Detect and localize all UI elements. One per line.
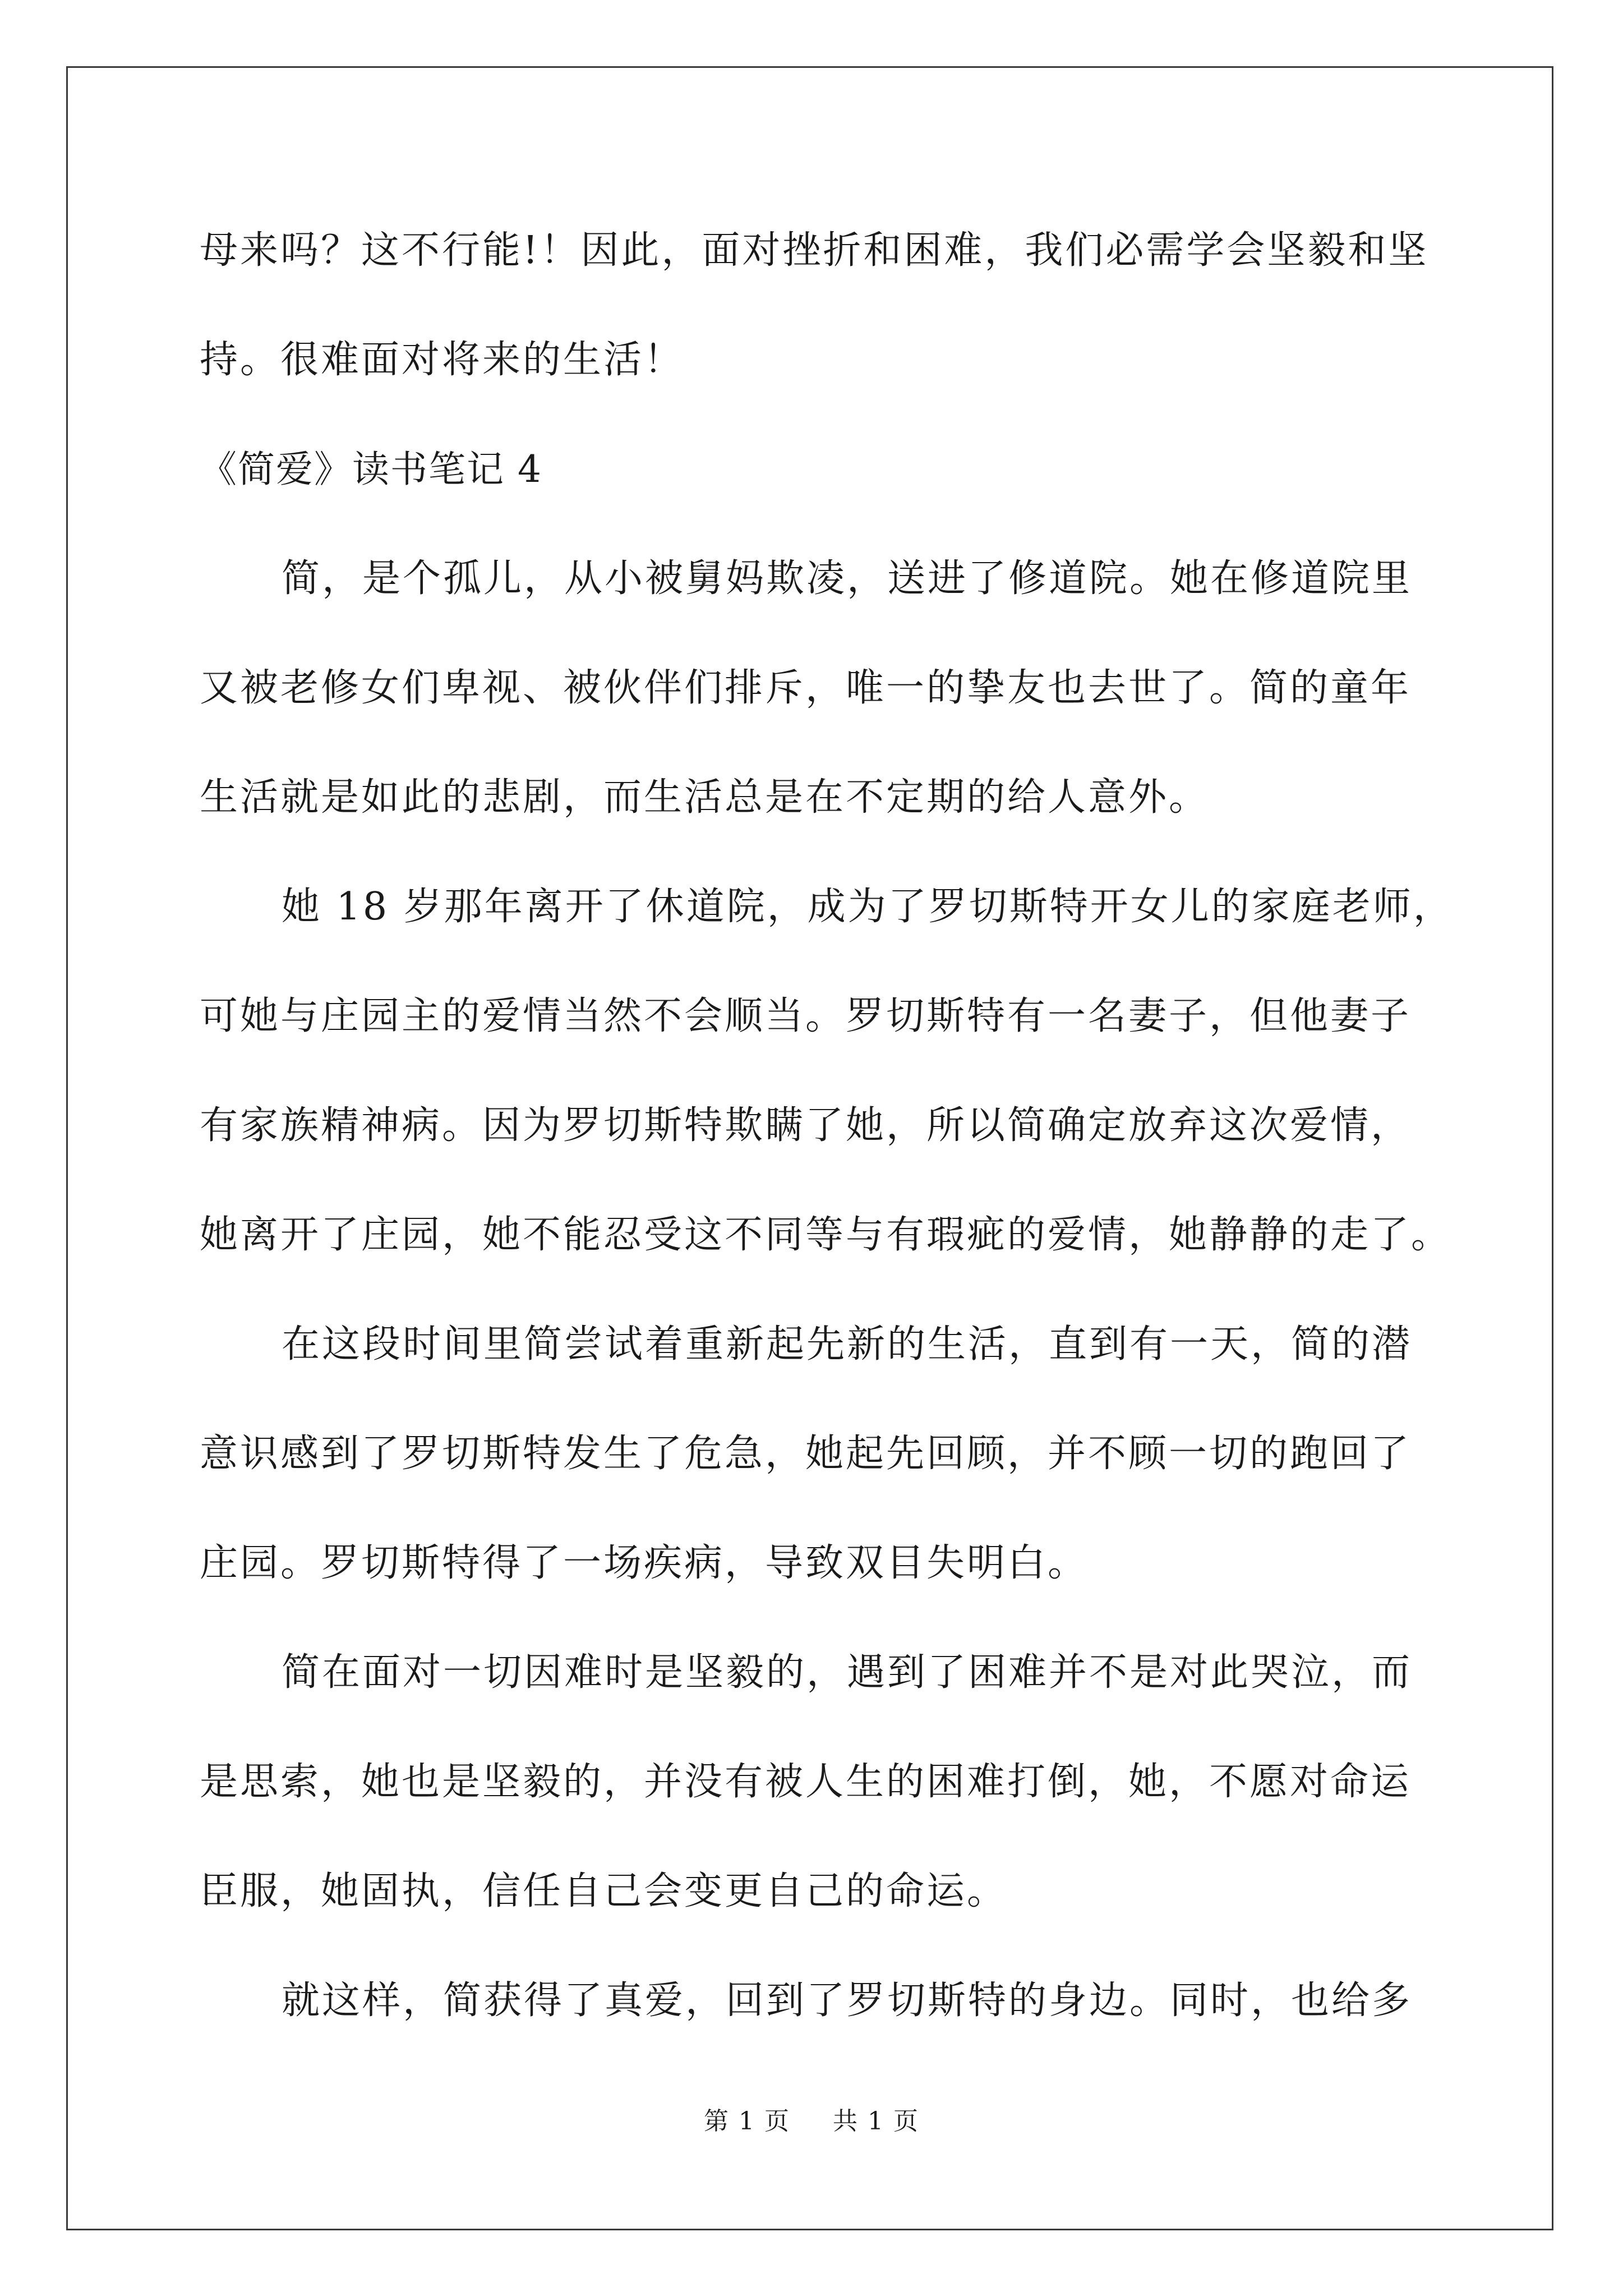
text-line: 母来吗？这不行能!！因此，面对挫折和困难，我们必需学会坚毅和坚 [200,228,1429,273]
paragraph [200,865,1454,1303]
text-line: 生活就是如此的悲剧，而生活总是在不定期的给人意外。 [200,775,1210,820]
paragraph [200,537,1433,865]
text-line: 可她与庄园主的爱情当然不会顺当。罗切斯特有一名妻子，但他妻子 [200,994,1412,1038]
text-line: 又被老修女们卑视、被伙伴们排斥，唯一的挚友也去世了。简的童年 [200,666,1412,710]
text-line: 简在面对一切因难时是坚毅的，遇到了困难并不是对此哭泣，而 [282,1650,1413,1695]
paragraph [200,1631,1433,1959]
page-number: 第 1 页 [704,2107,790,2136]
text-line: 庄园。罗切斯特得了一场疾病，导致双目失明白。 [200,1541,1089,1585]
text-line: 简，是个孤儿，从小被舅妈欺凌，送进了修道院。她在修道院里 [282,556,1413,601]
page-footer [0,2101,1623,2137]
text-line: 有家族精神病。因为罗切斯特欺瞒了她，所以简确定放弃这次爱情， [200,1103,1412,1148]
paragraph [200,1303,1433,1631]
text-line: 她离开了庄园，她不能忍受这不同等与有瑕疵的爱情，她静静的走了。 [200,1213,1452,1257]
section-heading: 《简爱》读书笔记 4 [200,448,542,491]
text-line: 持。很难面对将来的生活！ [200,338,685,382]
text-line: 意识感到了罗切斯特发生了危急，她起先回顾，并不顾一切的跑回了 [200,1432,1412,1476]
page-total: 共 1 页 [833,2107,919,2136]
document-body [200,209,1454,2068]
paragraph [200,1959,1433,2068]
text-line: 就这样，简获得了真爱，回到了罗切斯特的身边。同时，也给多 [282,1978,1413,2023]
text-line: 是思索，她也是坚毅的，并没有被人生的困难打倒，她，不愿对命运 [200,1760,1412,1804]
text-line: 在这段时间里简尝试着重新起先新的生活，直到有一天，简的潜 [282,1322,1413,1366]
text-line: 臣服，她固执，信任自己会变更自己的命运。 [200,1869,1008,1913]
text-line: 她 18 岁那年离开了休道院，成为了罗切斯特开女儿的家庭老师， [282,885,1454,929]
